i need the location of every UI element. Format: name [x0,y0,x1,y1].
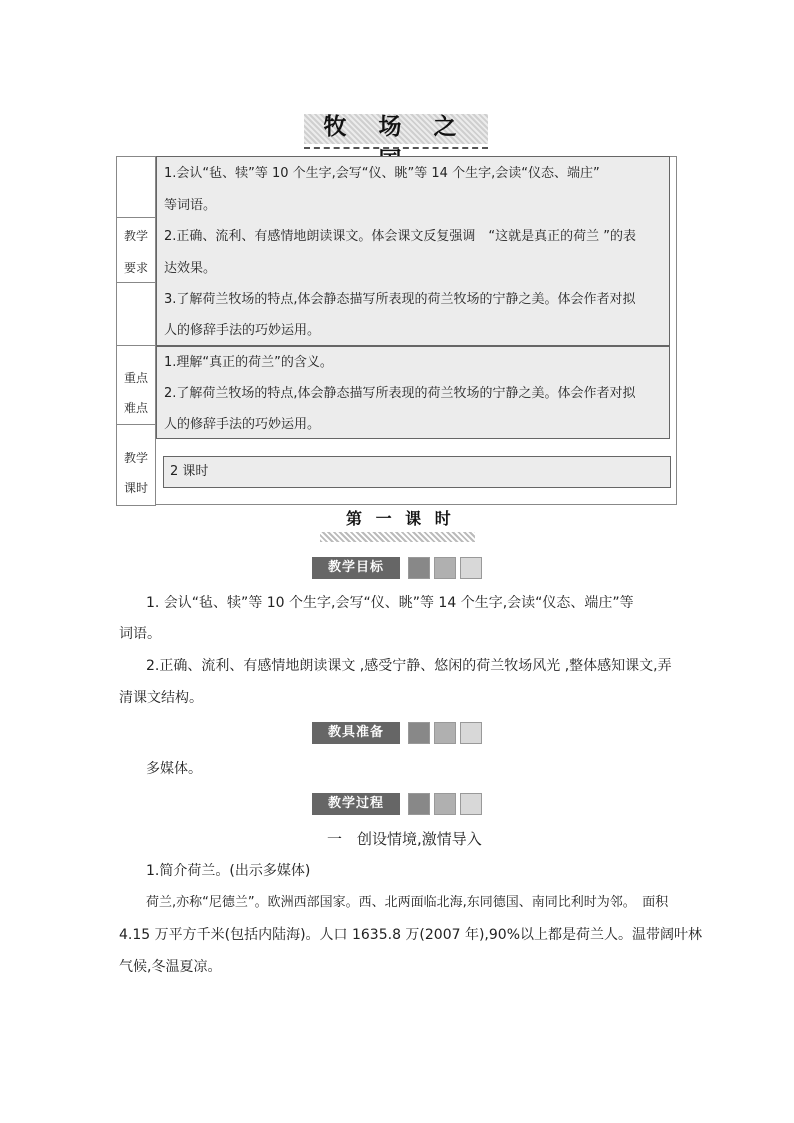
section-stripe [320,532,475,542]
keypoints-line: 1.理解“真正的荷兰”的含义。 [164,355,333,370]
goals-line: 清课文结构。 [119,690,203,706]
label-keypoints-2: 难点 [123,401,148,415]
label-cell-blank-mid [116,282,156,346]
heading-square [408,793,430,815]
goals-line: 2.正确、流利、有感情地朗读课文 ,感受宁静、悠闲的荷兰牧场风光 ,整体感知课文,弄 [146,658,672,674]
keypoints-line: 人的修辞手法的巧妙运用。 [164,417,321,432]
heading-tools: 教具准备 [312,722,400,744]
process-item: 1.简介荷兰。(出示多媒体) [146,863,311,879]
section-title: 第 一 课 时 [346,509,455,528]
heading-goals: 教学目标 [312,557,400,579]
label-requirements-2: 要求 [123,261,148,275]
heading-square [434,557,456,579]
process-paragraph-line: 气候,冬温夏凉。 [119,959,222,975]
requirements-line: 等词语。 [164,198,217,213]
label-hours-2: 课时 [123,481,148,495]
heading-square [408,557,430,579]
heading-process: 教学过程 [312,793,400,815]
requirements-line: 达效果。 [164,261,217,276]
requirements-line: 2.正确、流利、有感情地朗读课文。体会课文反复强调 “这就是真正的荷兰 ”的表 [164,229,637,244]
goals-line: 1. 会认“毡、犊”等 10 个生字,会写“仪、眺”等 14 个生字,会读“仪态、端庄”等 [146,595,634,611]
label-requirements-1: 教学 [123,229,148,243]
requirements-line: 人的修辞手法的巧妙运用。 [164,323,321,338]
requirements-box [156,156,670,346]
heading-square [434,793,456,815]
keypoints-line: 2.了解荷兰牧场的特点,体会静态描写所表现的荷兰牧场的宁静之美。体会作者对拟 [164,386,636,401]
process-paragraph-line: 4.15 万平方千米(包括内陆海)。人口 1635.8 万(2007 年),90%以上都是荷兰人。温带阔叶林 [119,927,703,943]
heading-square [460,722,482,744]
page-title-block [304,110,488,150]
page-title: 牧 场 之 [323,113,469,140]
heading-square [460,557,482,579]
goals-line: 词语。 [119,626,161,642]
heading-square [408,722,430,744]
title-underline [304,147,488,149]
heading-square [460,793,482,815]
process-paragraph-line: 荷兰,亦称“尼德兰”。欧洲西部国家。西、北两面临北海,东同德国、南同比利时为邻。 面积 [146,895,669,910]
label-cell-blank-top [116,156,156,218]
label-hours-1: 教学 [123,451,148,465]
requirements-line: 1.会认“毡、犊”等 10 个生字,会写“仪、眺”等 14 个生字,会读“仪态、端庄” [164,166,600,181]
hours-value: 2 课时 [170,464,209,479]
heading-square [434,722,456,744]
requirements-line: 3.了解荷兰牧场的特点,体会静态描写所表现的荷兰牧场的宁静之美。体会作者对拟 [164,292,636,307]
hours-box [163,456,671,488]
tools-text: 多媒体。 [146,761,202,777]
process-step-title: 一 创设情境,激情导入 [327,830,482,848]
label-keypoints-1: 重点 [123,371,148,385]
